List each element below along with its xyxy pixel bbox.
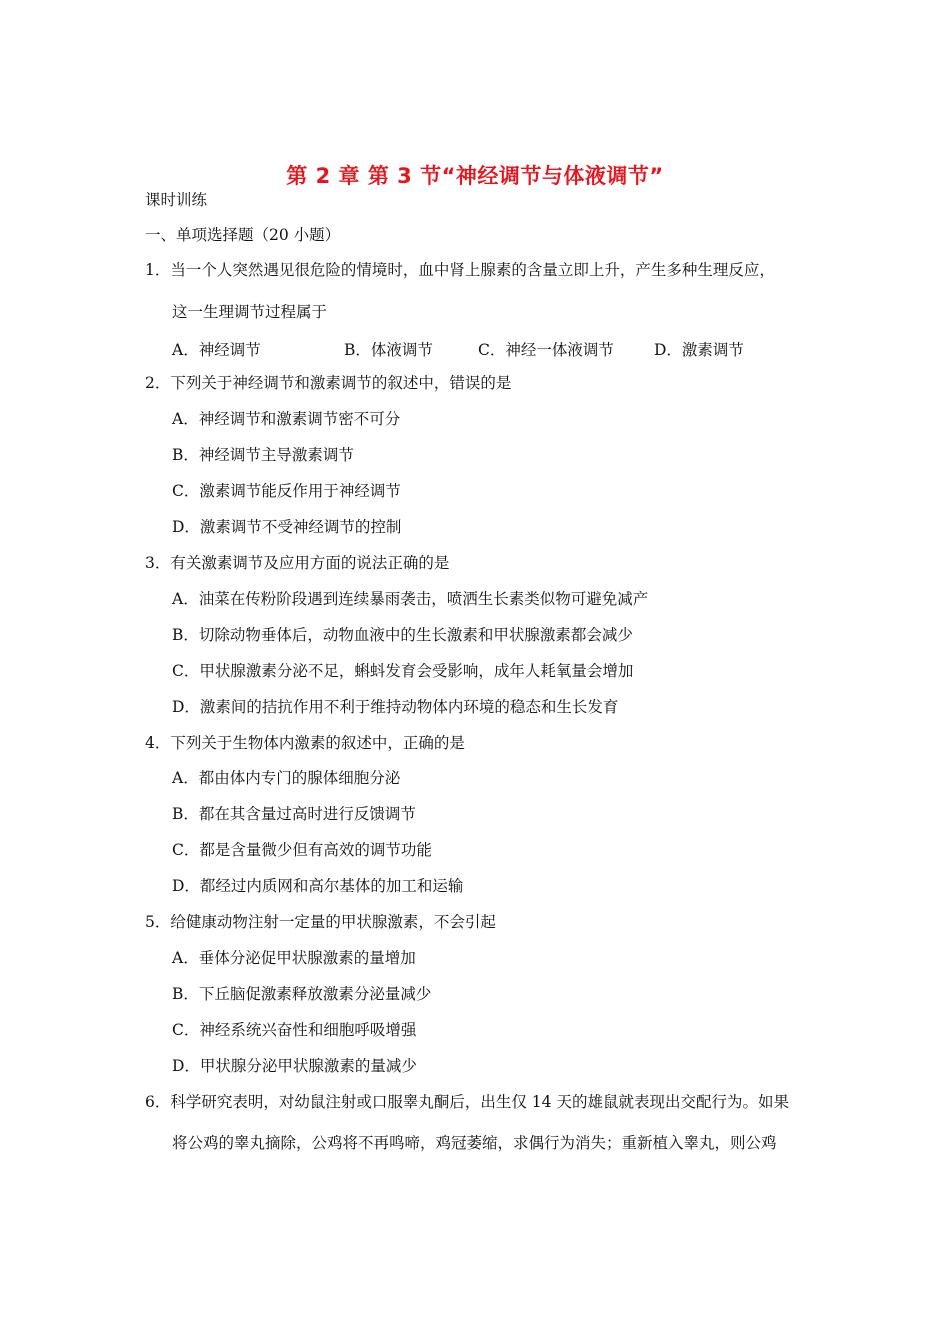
question-1-stem-cont: 这一生理调节过程属于 xyxy=(172,303,328,321)
option-c: C．都是含量微少但有高效的调节功能 xyxy=(172,841,432,859)
option-c: C．神经一体液调节 xyxy=(478,341,614,359)
section-heading: 一、单项选择题（20 小题） xyxy=(145,226,341,244)
subtitle: 课时训练 xyxy=(145,191,208,209)
option-a: A．神经调节和激素调节密不可分 xyxy=(172,410,401,428)
option-d: D．激素调节不受神经调节的控制 xyxy=(172,518,402,536)
question-2-stem: 2．下列关于神经调节和激素调节的叙述中，错误的是 xyxy=(145,374,512,392)
option-c: C．甲状腺激素分泌不足，蝌蚪发育会受影响，成年人耗氧量会增加 xyxy=(172,662,634,680)
option-b: B．下丘脑促激素释放激素分泌量减少 xyxy=(172,985,432,1003)
option-d: D．激素调节 xyxy=(654,341,744,359)
option-a: A．油菜在传粉阶段遇到连续暴雨袭击，喷洒生长素类似物可避免减产 xyxy=(172,590,649,608)
question-6-stem: 6．科学研究表明，对幼鼠注射或口服睾丸酮后，出生仅 14 天的雄鼠就表现出交配行为。如果 xyxy=(145,1093,789,1111)
option-b: B．体液调节 xyxy=(344,341,433,359)
option-c: C．神经系统兴奋性和细胞呼吸增强 xyxy=(172,1021,417,1039)
option-b: B．都在其含量过高时进行反馈调节 xyxy=(172,805,416,823)
option-c: C．激素调节能反作用于神经调节 xyxy=(172,482,401,500)
option-a: A．神经调节 xyxy=(172,341,261,359)
question-5-stem: 5．给健康动物注射一定量的甲状腺激素，不会引起 xyxy=(145,913,496,931)
option-a: A．都由体内专门的腺体细胞分泌 xyxy=(172,769,401,787)
question-1-stem: 1．当一个人突然遇见很危险的情境时，血中肾上腺素的含量立即上升，产生多种生理反应， xyxy=(145,261,775,279)
option-d: D．甲状腺分泌甲状腺激素的量减少 xyxy=(172,1057,417,1075)
question-4-stem: 4．下列关于生物体内激素的叙述中，正确的是 xyxy=(145,734,465,752)
question-6-stem-cont: 将公鸡的睾丸摘除，公鸡将不再鸣啼，鸡冠萎缩，求偶行为消失；重新植入睾丸，则公鸡 xyxy=(172,1134,777,1152)
page-title: 第 2 章 第 3 节“神经调节与体液调节” xyxy=(286,164,664,188)
option-d: D．激素间的拮抗作用不利于维持动物体内环境的稳态和生长发育 xyxy=(172,698,619,716)
question-3-stem: 3．有关激素调节及应用方面的说法正确的是 xyxy=(145,554,450,572)
option-b: B．切除动物垂体后，动物血液中的生长激素和甲状腺激素都会减少 xyxy=(172,626,633,644)
option-b: B．神经调节主导激素调节 xyxy=(172,446,354,464)
option-a: A．垂体分泌促甲状腺激素的量增加 xyxy=(172,949,416,967)
question-1-options xyxy=(172,338,792,358)
option-d: D．都经过内质网和高尔基体的加工和运输 xyxy=(172,877,464,895)
